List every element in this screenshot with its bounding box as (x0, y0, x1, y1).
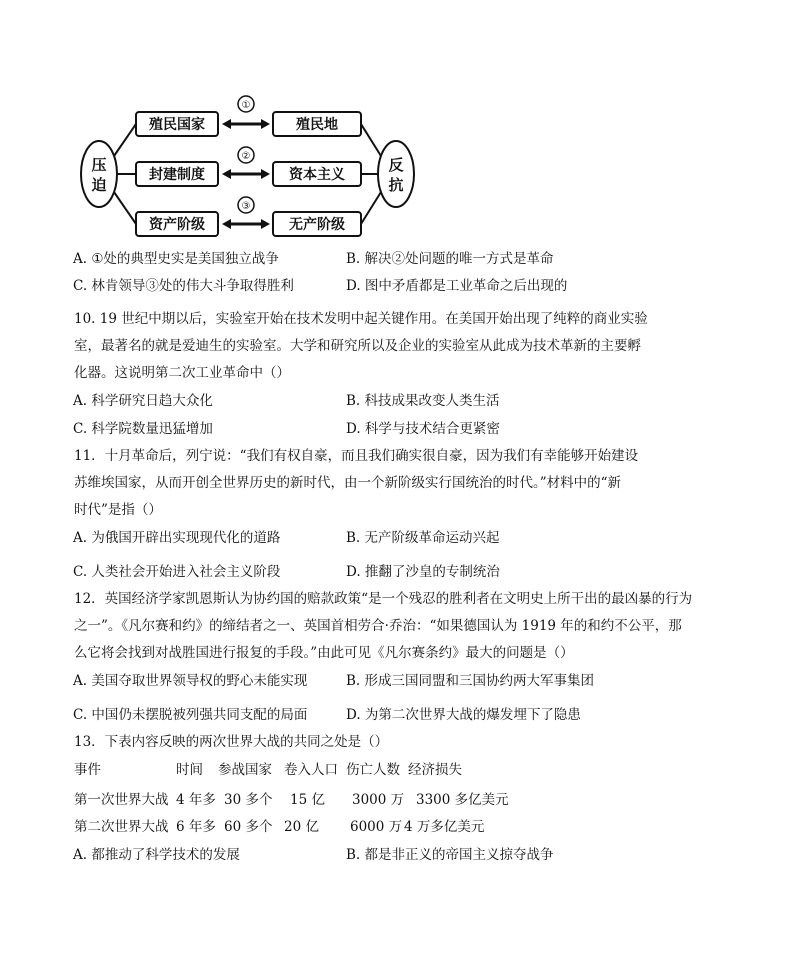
table-row1-loss: 3300 多亿美元 (416, 792, 509, 808)
q10-stem-line2: 室，最著名的就是爱迪生的实验室。大学和研究所以及企业的实验室从此成为技术革新的主要孵 (74, 338, 641, 354)
q10-option-c[interactable]: C. 科学院数量迅猛增加 (73, 421, 213, 437)
q9-option-c[interactable]: C. 林肯领导③处的伟大斗争取得胜利 (73, 278, 294, 294)
q10-option-b[interactable]: B. 科技成果改变人类生活 (346, 393, 500, 409)
q13-stem: 13．下表内容反映的两次世界大战的共同之处是（） (74, 734, 389, 750)
table-row2-population: 20 亿 (284, 819, 319, 835)
right-label-1: 反 (388, 156, 404, 174)
table-row2-countries: 60 多个 (224, 819, 273, 835)
q12-option-b[interactable]: B. 形成三国同盟和三国协约两大军事集团 (346, 673, 595, 689)
row3-left: 资产阶级 (149, 217, 205, 233)
table-header-casualties: 伤亡人数 (346, 762, 400, 778)
q11-option-b[interactable]: B. 无产阶级革命运动兴起 (346, 530, 500, 546)
q11-option-c[interactable]: C. 人类社会开始进入社会主义阶段 (73, 564, 281, 580)
contradiction-diagram (78, 92, 423, 242)
q13-option-b[interactable]: B. 都是非正义的帝国主义掠夺战争 (346, 847, 554, 863)
q9-option-d[interactable]: D. 图中矛盾都是工业革命之后出现的 (346, 278, 568, 294)
q12-stem-line1: 12．英国经济学家凯恩斯认为协约国的赔款政策“是一个残忍的胜利者在文明史上所干出的最凶暴的行为 (74, 591, 693, 607)
table-header-time: 时间 (176, 762, 203, 778)
q13-option-a[interactable]: A. 都推动了科学技术的发展 (73, 847, 240, 863)
right-oval (378, 141, 414, 207)
row1-left: 殖民国家 (149, 117, 205, 133)
right-label-2: 抗 (388, 176, 404, 194)
row1-num: ① (241, 100, 251, 111)
q9-option-b[interactable]: B. 解决②处问题的唯一方式是革命 (346, 251, 554, 267)
q12-stem-line2: 之一”。《凡尔赛和约》的缔结者之一、英国首相劳合·乔治：“如果德国认为 1919 年的和约不公平，那 (74, 618, 682, 634)
q10-stem-line3: 化器。这说明第二次工业革命中（） (74, 365, 290, 381)
table-row1-countries: 30 多个 (224, 792, 273, 808)
q10-option-d[interactable]: D. 科学与技术结合更紧密 (346, 421, 500, 437)
q11-option-d[interactable]: D. 推翻了沙皇的专制统治 (346, 564, 500, 580)
table-row2-casualties: 6000 万 (350, 819, 403, 835)
table-row2-loss: 4 万多亿美元 (404, 819, 485, 835)
row3-right: 无产阶级 (289, 217, 345, 233)
q9-option-a[interactable]: A. ①处的典型史实是美国独立战争 (73, 251, 279, 267)
table-row1-casualties: 3000 万 (352, 792, 405, 808)
q12-stem-line3: 么它将会找到对战胜国进行报复的手段。”由此可见《凡尔赛条约》最大的问题是（） (74, 645, 574, 661)
table-header-event: 事件 (74, 762, 101, 778)
table-header-countries: 参战国家 (218, 762, 272, 778)
left-label-1: 压 (91, 156, 107, 174)
row2-num: ② (241, 151, 251, 162)
table-row1-time: 4 年多 (176, 792, 216, 808)
row2-left: 封建制度 (149, 167, 205, 183)
table-row1-event: 第一次世界大战 (74, 792, 169, 808)
left-label-2: 迫 (91, 176, 107, 194)
q12-option-a[interactable]: A. 美国夺取世界领导权的野心未能实现 (73, 673, 308, 689)
q12-option-d[interactable]: D. 为第二次世界大战的爆发埋下了隐患 (346, 707, 581, 723)
q11-stem-line2: 苏维埃国家，从而开创全世界历史的新时代，由一个新阶级实行国统治的时代。”材料中的“新 (74, 475, 622, 491)
table-row1-population: 15 亿 (290, 792, 325, 808)
table-row2-time: 6 年多 (176, 819, 216, 835)
table-row2-event: 第二次世界大战 (74, 819, 169, 835)
q11-stem-line1: 11．十月革命后，列宁说：“我们有权自豪，而且我们确实很自豪，因为我们有幸能够开始建设 (74, 448, 639, 464)
q10-option-a[interactable]: A. 科学研究日趋大众化 (73, 393, 213, 409)
q11-option-a[interactable]: A. 为俄国开辟出实现现代化的道路 (73, 530, 281, 546)
table-header-loss: 经济损失 (408, 762, 462, 778)
left-oval (81, 141, 117, 207)
q12-option-c[interactable]: C. 中国仍未摆脱被列强共同支配的局面 (73, 707, 308, 723)
row3-num: ③ (241, 201, 251, 212)
table-header-population: 卷入人口 (284, 762, 338, 778)
row1-right: 殖民地 (296, 117, 338, 133)
q11-stem-line3: 时代”是指（） (74, 502, 162, 518)
q10-stem-line1: 10. 19 世纪中期以后，实验室开始在技术发明中起关键作用。在美国开始出现了纯粹的商业实验 (74, 311, 648, 327)
row2-right: 资本主义 (289, 167, 345, 183)
